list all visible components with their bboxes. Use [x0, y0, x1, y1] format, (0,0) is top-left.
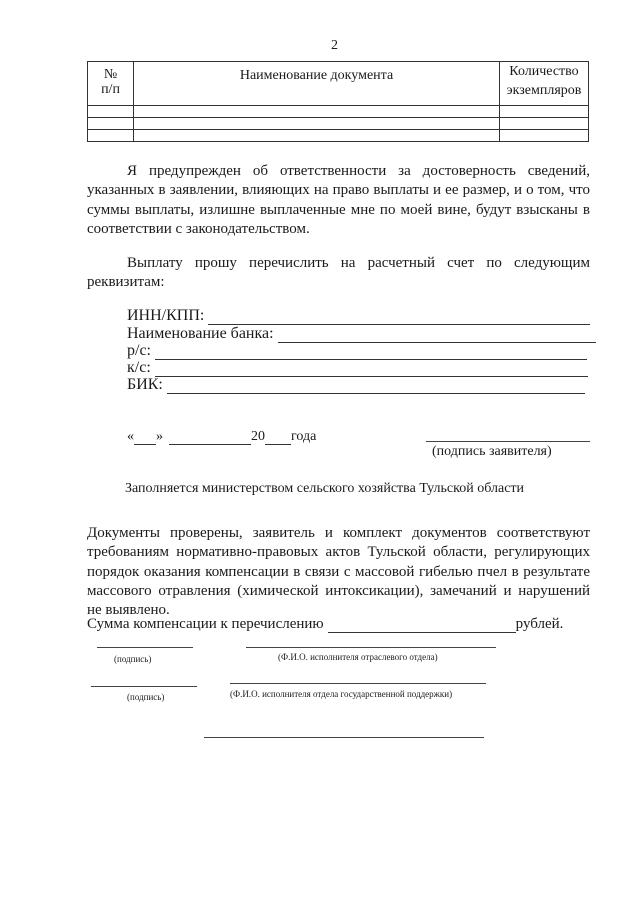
inn-input-line[interactable]: [208, 312, 590, 325]
rs-label: р/с:: [127, 342, 151, 359]
ks-label: к/с:: [127, 359, 151, 376]
date-year-line[interactable]: [265, 432, 291, 445]
date-day-line[interactable]: [134, 432, 156, 445]
table-cell[interactable]: [134, 130, 500, 142]
sign-caption-1: (подпись): [114, 654, 152, 664]
header-num: [88, 62, 134, 106]
table-row: [88, 118, 589, 130]
warning-text: Я предупрежден об ответственности за достоверность сведений, указанных в заявлении, влияющих на право выплаты и ее размер, и о том, что суммы выплаты, излишне выплаченные мне по моей вине, будут взысканы в соответствии с законодательством.: [87, 163, 590, 237]
inn-label: ИНН/КПП:: [127, 307, 205, 324]
fio-line-1[interactable]: [246, 647, 496, 648]
compensation-field: [87, 616, 563, 633]
date-year-word: года: [291, 429, 317, 444]
fio-caption-1: (Ф.И.О. исполнителя отраслевого отдела): [278, 652, 438, 662]
sign-caption-2: (подпись): [127, 692, 165, 702]
date-open-quote: «: [127, 429, 134, 444]
verification-text: Документы проверены, заявитель и комплект документов соответствуют требованиям нормативно-правовых актов Тульской области, регулирующих порядок оказания компенсации в связи с массовой гибелью пчел в результате массового отравления (химической интоксикации), замечаний и нарушений не выявлено.: [87, 525, 590, 619]
bottom-line[interactable]: [204, 737, 484, 738]
bik-label: БИК:: [127, 376, 163, 393]
date-month-line[interactable]: [169, 432, 251, 445]
warning-paragraph: [87, 162, 590, 239]
bank-name-field: [127, 325, 596, 343]
header-name: Наименование документа: [134, 62, 500, 106]
date-close-quote: »: [156, 429, 163, 444]
fio-caption-2: (Ф.И.О. исполнителя отдела государственной поддержки): [230, 689, 453, 699]
table-cell[interactable]: [134, 106, 500, 118]
fio-line-2[interactable]: [230, 683, 486, 684]
applicant-signature-line[interactable]: [426, 441, 590, 442]
table-cell[interactable]: [88, 130, 134, 142]
header-qty: [500, 62, 589, 106]
table-header-row: [88, 62, 589, 106]
inn-field: [127, 307, 590, 325]
table-row: [88, 130, 589, 142]
table-cell[interactable]: [500, 130, 589, 142]
compensation-amount-line[interactable]: [328, 620, 516, 633]
page-number: 2: [331, 38, 338, 53]
bank-name-label: Наименование банка:: [127, 325, 274, 342]
bik-field: [127, 376, 585, 394]
date-field: [127, 429, 316, 445]
rs-field: [127, 342, 587, 360]
payment-paragraph: [87, 254, 590, 293]
documents-table: [87, 61, 589, 142]
header-qty-text: Количество экземпляров: [506, 64, 582, 98]
header-num-text: № п/п: [101, 67, 120, 97]
table-cell[interactable]: [500, 106, 589, 118]
date-century: 20: [251, 429, 265, 444]
table-cell[interactable]: [88, 118, 134, 130]
table-cell[interactable]: [134, 118, 500, 130]
verification-paragraph: [87, 524, 590, 620]
table-cell[interactable]: [88, 106, 134, 118]
compensation-label: Сумма компенсации к перечислению: [87, 616, 324, 632]
table-cell[interactable]: [500, 118, 589, 130]
applicant-signature-caption: (подпись заявителя): [432, 444, 552, 459]
compensation-unit: рублей.: [515, 616, 564, 632]
ks-field: [127, 359, 588, 377]
sign-line-2[interactable]: [91, 686, 197, 687]
ministry-note: Заполняется министерством сельского хозяйства Тульской области: [125, 481, 525, 496]
bik-input-line[interactable]: [167, 381, 585, 394]
sign-line-1[interactable]: [97, 647, 193, 648]
payment-text: Выплату прошу перечислить на расчетный счет по следующим реквизитам:: [87, 255, 590, 291]
table-row: [88, 106, 589, 118]
